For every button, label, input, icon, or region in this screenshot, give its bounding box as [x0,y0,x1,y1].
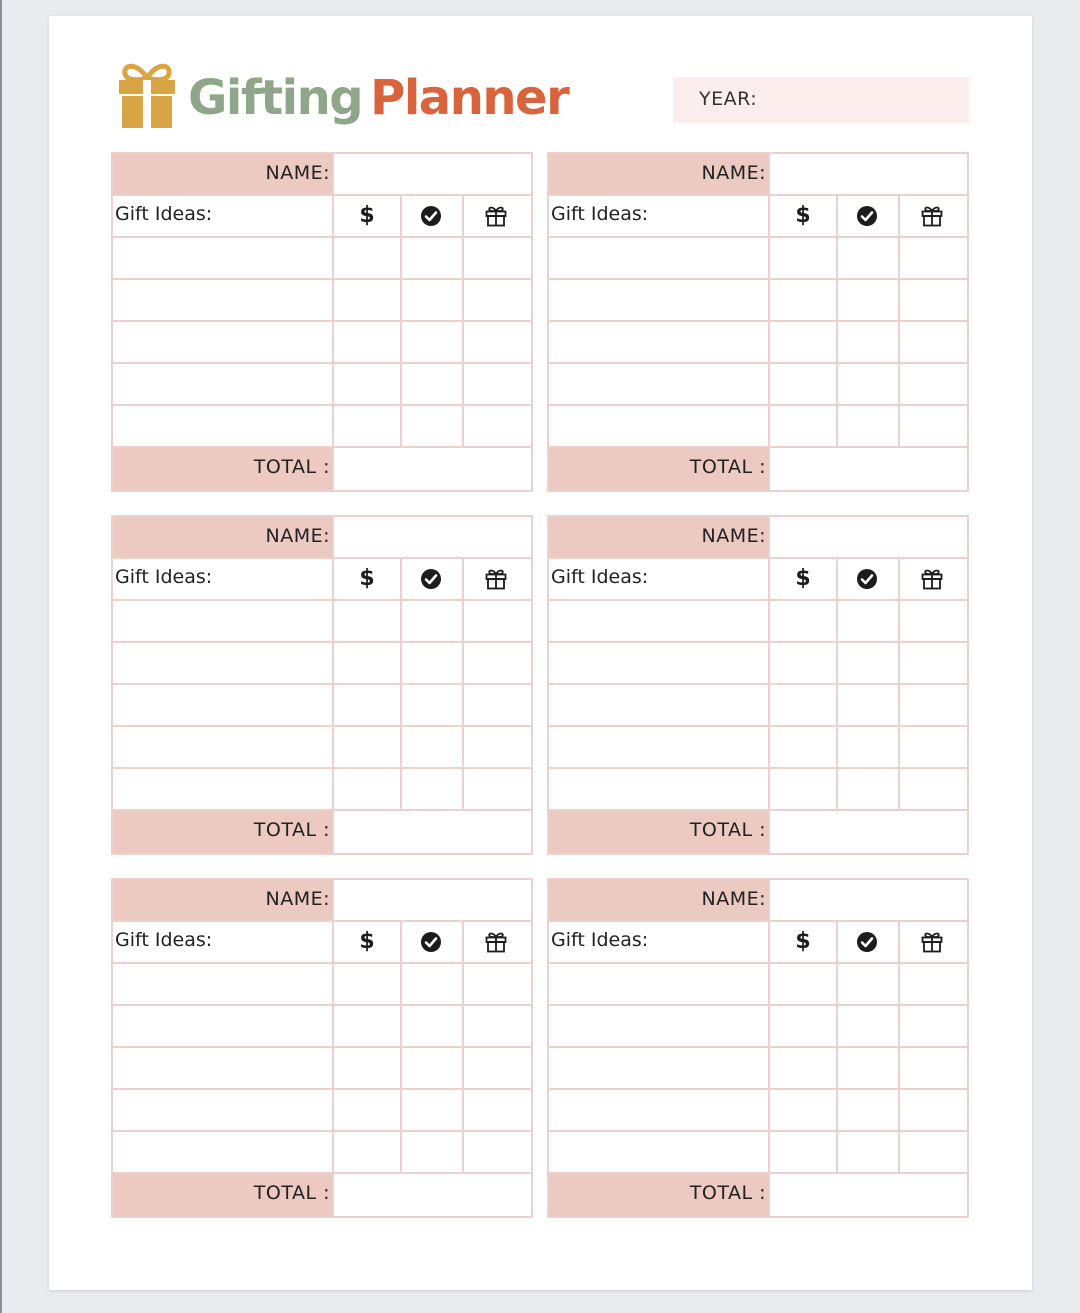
purchased-cell[interactable] [836,364,898,404]
gift-idea-field[interactable] [113,1132,332,1172]
gift-idea-row [549,280,967,322]
gift-idea-field[interactable] [113,364,332,404]
gifted-cell[interactable] [898,601,967,641]
gift-idea-row [549,238,967,280]
gift-idea-field[interactable] [113,406,332,446]
price-cell[interactable] [768,364,836,404]
gift-icon [484,567,508,591]
planner-page [49,16,1032,1290]
price-cell[interactable] [768,238,836,278]
gifted-cell[interactable] [898,769,967,809]
gift-idea-field[interactable] [549,280,768,320]
total-field[interactable] [332,811,531,853]
purchased-cell[interactable] [836,238,898,278]
total-row [549,811,967,853]
gifted-cell[interactable] [462,964,531,1004]
purchased-cell[interactable] [400,238,462,278]
gift-ideas-label: Gift Ideas: [551,566,649,588]
price-cell[interactable] [768,643,836,683]
gift-idea-row [113,238,531,280]
price-cell[interactable] [332,406,400,446]
gift-idea-row [113,280,531,322]
name-row [549,517,967,559]
price-cell[interactable] [332,1048,400,1088]
gift-idea-field[interactable] [113,1090,332,1130]
gift-idea-field[interactable] [549,685,768,725]
dollar-icon: $ [359,929,375,954]
gift-idea-row [113,643,531,685]
gifted-cell[interactable] [462,1090,531,1130]
gift-idea-field[interactable] [113,280,332,320]
dollar-icon: $ [795,929,811,954]
price-cell[interactable] [332,769,400,809]
name-field[interactable] [332,880,531,920]
gifted-cell[interactable] [462,364,531,404]
gift-idea-row [549,1132,967,1174]
gift-icon [920,930,944,954]
gifted-cell[interactable] [462,1048,531,1088]
check-circle-icon [419,930,443,954]
gift-idea-row [113,1006,531,1048]
purchased-cell[interactable] [400,1132,462,1172]
gifted-cell[interactable] [898,1006,967,1046]
title-word-gifting: Gifting [188,70,363,126]
gift-logo-icon [117,60,177,130]
total-label: TOTAL : [689,819,766,841]
gift-idea-field[interactable] [113,601,332,641]
gift-idea-row [549,685,967,727]
gift-idea-field[interactable] [113,643,332,683]
dollar-icon: $ [359,566,375,591]
gift-idea-row [549,727,967,769]
gift-idea-row [113,685,531,727]
price-cell[interactable] [768,280,836,320]
gift-idea-field[interactable] [549,322,768,362]
gift-idea-field[interactable] [549,643,768,683]
gift-idea-field[interactable] [549,601,768,641]
column-header-row [113,559,531,601]
column-header-row [549,922,967,964]
gift-idea-row [549,364,967,406]
name-label: NAME: [701,525,766,547]
total-field[interactable] [768,811,967,853]
price-cell[interactable] [768,1132,836,1172]
purchased-cell[interactable] [400,1048,462,1088]
gift-idea-field[interactable] [113,769,332,809]
gifted-cell[interactable] [462,685,531,725]
purchased-cell[interactable] [400,322,462,362]
gifted-cell[interactable] [462,1132,531,1172]
gift-idea-field[interactable] [113,1048,332,1088]
gifted-cell[interactable] [462,769,531,809]
gift-idea-row [113,769,531,811]
gift-idea-row [549,1090,967,1132]
gift-icon [484,204,508,228]
gifted-cell[interactable] [898,1048,967,1088]
purchased-cell[interactable] [400,1006,462,1046]
gift-idea-row [113,322,531,364]
total-field[interactable] [332,448,531,490]
gifted-cell[interactable] [898,1132,967,1172]
gift-idea-field[interactable] [549,769,768,809]
gift-idea-row [113,1048,531,1090]
gift-idea-field[interactable] [113,685,332,725]
recipient-card [111,152,533,492]
gift-idea-row [549,601,967,643]
name-label: NAME: [701,162,766,184]
purchased-cell[interactable] [400,964,462,1004]
gifted-cell[interactable] [462,643,531,683]
purchased-cell[interactable] [836,964,898,1004]
total-row [113,448,531,490]
gift-idea-row [113,364,531,406]
gift-idea-field[interactable] [113,238,332,278]
gifted-cell[interactable] [898,406,967,446]
purchased-cell[interactable] [836,727,898,767]
gift-idea-field[interactable] [549,1048,768,1088]
gift-idea-row [549,322,967,364]
purchased-cell[interactable] [836,1048,898,1088]
price-cell[interactable] [768,1048,836,1088]
title-word-planner: Planner [370,70,569,126]
price-cell[interactable] [768,322,836,362]
gift-idea-row [113,601,531,643]
name-field[interactable] [332,154,531,194]
name-field[interactable] [768,880,967,920]
purchased-cell[interactable] [836,685,898,725]
gifted-cell[interactable] [898,964,967,1004]
gifted-cell[interactable] [462,601,531,641]
name-label: NAME: [701,888,766,910]
price-cell[interactable] [768,601,836,641]
purchased-cell[interactable] [400,727,462,767]
column-header-row [549,196,967,238]
gifted-cell[interactable] [898,238,967,278]
gift-idea-row [113,1132,531,1174]
price-cell[interactable] [332,238,400,278]
column-header-row [113,196,531,238]
gifted-cell[interactable] [462,322,531,362]
gift-idea-row [549,769,967,811]
window-edge [0,0,2,1313]
gifted-cell[interactable] [898,364,967,404]
price-cell[interactable] [332,1006,400,1046]
gift-ideas-label: Gift Ideas: [551,929,649,951]
gift-idea-field[interactable] [113,727,332,767]
recipient-card [111,878,533,1218]
name-row [549,880,967,922]
total-row [549,448,967,490]
column-header-row [549,559,967,601]
page-header [49,16,1032,146]
total-row [549,1174,967,1216]
gift-idea-field[interactable] [113,322,332,362]
gifted-cell[interactable] [462,406,531,446]
total-field[interactable] [768,1174,967,1216]
gifted-cell[interactable] [462,280,531,320]
price-cell[interactable] [768,769,836,809]
recipient-card [547,152,969,492]
recipient-card [547,515,969,855]
gift-idea-row [549,1006,967,1048]
purchased-cell[interactable] [400,280,462,320]
gift-idea-field[interactable] [549,1132,768,1172]
name-field[interactable] [768,154,967,194]
total-label: TOTAL : [689,1182,766,1204]
gift-icon [920,204,944,228]
total-row [113,1174,531,1216]
total-field[interactable] [332,1174,531,1216]
gift-idea-row [549,1048,967,1090]
gift-ideas-label: Gift Ideas: [115,566,213,588]
recipient-card [547,878,969,1218]
column-header-row [113,922,531,964]
check-circle-icon [419,567,443,591]
purchased-cell[interactable] [836,280,898,320]
purchased-cell[interactable] [836,1132,898,1172]
name-row [113,154,531,196]
gift-idea-field[interactable] [549,964,768,1004]
gifted-cell[interactable] [898,685,967,725]
gifted-cell[interactable] [462,727,531,767]
gifted-cell[interactable] [898,727,967,767]
gift-idea-row [113,727,531,769]
purchased-cell[interactable] [836,1090,898,1130]
purchased-cell[interactable] [400,643,462,683]
check-circle-icon [855,567,879,591]
gifted-cell[interactable] [462,1006,531,1046]
purchased-cell[interactable] [400,769,462,809]
price-cell[interactable] [768,964,836,1004]
price-cell[interactable] [332,364,400,404]
purchased-cell[interactable] [400,406,462,446]
total-label: TOTAL : [253,1182,330,1204]
purchased-cell[interactable] [400,1090,462,1130]
name-field[interactable] [332,517,531,557]
price-cell[interactable] [768,1006,836,1046]
gifted-cell[interactable] [898,1090,967,1130]
price-cell[interactable] [332,685,400,725]
gift-idea-row [113,964,531,1006]
name-label: NAME: [265,888,330,910]
price-cell[interactable] [332,1090,400,1130]
gift-idea-row [549,643,967,685]
purchased-cell[interactable] [836,769,898,809]
gift-idea-row [549,406,967,448]
gift-idea-field[interactable] [549,406,768,446]
purchased-cell[interactable] [836,601,898,641]
purchased-cell[interactable] [836,1006,898,1046]
price-cell[interactable] [768,406,836,446]
gift-idea-field[interactable] [549,364,768,404]
name-row [113,517,531,559]
total-row [113,811,531,853]
total-label: TOTAL : [253,819,330,841]
gift-idea-field[interactable] [549,727,768,767]
gift-icon [920,567,944,591]
gifted-cell[interactable] [898,643,967,683]
price-cell[interactable] [768,1090,836,1130]
price-cell[interactable] [332,322,400,362]
dollar-icon: $ [359,203,375,228]
gift-idea-row [549,964,967,1006]
gifted-cell[interactable] [898,280,967,320]
check-circle-icon [855,930,879,954]
dollar-icon: $ [795,566,811,591]
gift-idea-field[interactable] [549,238,768,278]
price-cell[interactable] [332,964,400,1004]
gift-idea-field[interactable] [113,1006,332,1046]
gift-idea-row [113,406,531,448]
recipient-card [111,515,533,855]
gift-idea-field[interactable] [549,1090,768,1130]
gifted-cell[interactable] [462,238,531,278]
purchased-cell[interactable] [400,364,462,404]
purchased-cell[interactable] [836,322,898,362]
purchased-cell[interactable] [836,406,898,446]
price-cell[interactable] [332,1132,400,1172]
gift-ideas-label: Gift Ideas: [115,203,213,225]
gift-ideas-label: Gift Ideas: [115,929,213,951]
name-label: NAME: [265,525,330,547]
purchased-cell[interactable] [836,643,898,683]
gift-ideas-label: Gift Ideas: [551,203,649,225]
page-title [188,68,568,128]
name-row [113,880,531,922]
year-field[interactable] [673,77,969,123]
dollar-icon: $ [795,203,811,228]
price-cell[interactable] [332,280,400,320]
check-circle-icon [855,204,879,228]
year-label: YEAR: [699,88,758,110]
name-label: NAME: [265,162,330,184]
check-circle-icon [419,204,443,228]
gift-idea-field[interactable] [549,1006,768,1046]
purchased-cell[interactable] [400,601,462,641]
price-cell[interactable] [332,643,400,683]
total-label: TOTAL : [689,456,766,478]
total-label: TOTAL : [253,456,330,478]
name-field[interactable] [768,517,967,557]
total-field[interactable] [768,448,967,490]
price-cell[interactable] [768,727,836,767]
gift-icon [484,930,508,954]
gifted-cell[interactable] [898,322,967,362]
gift-idea-row [113,1090,531,1132]
purchased-cell[interactable] [400,685,462,725]
price-cell[interactable] [768,685,836,725]
name-row [549,154,967,196]
gift-idea-field[interactable] [113,964,332,1004]
price-cell[interactable] [332,727,400,767]
price-cell[interactable] [332,601,400,641]
